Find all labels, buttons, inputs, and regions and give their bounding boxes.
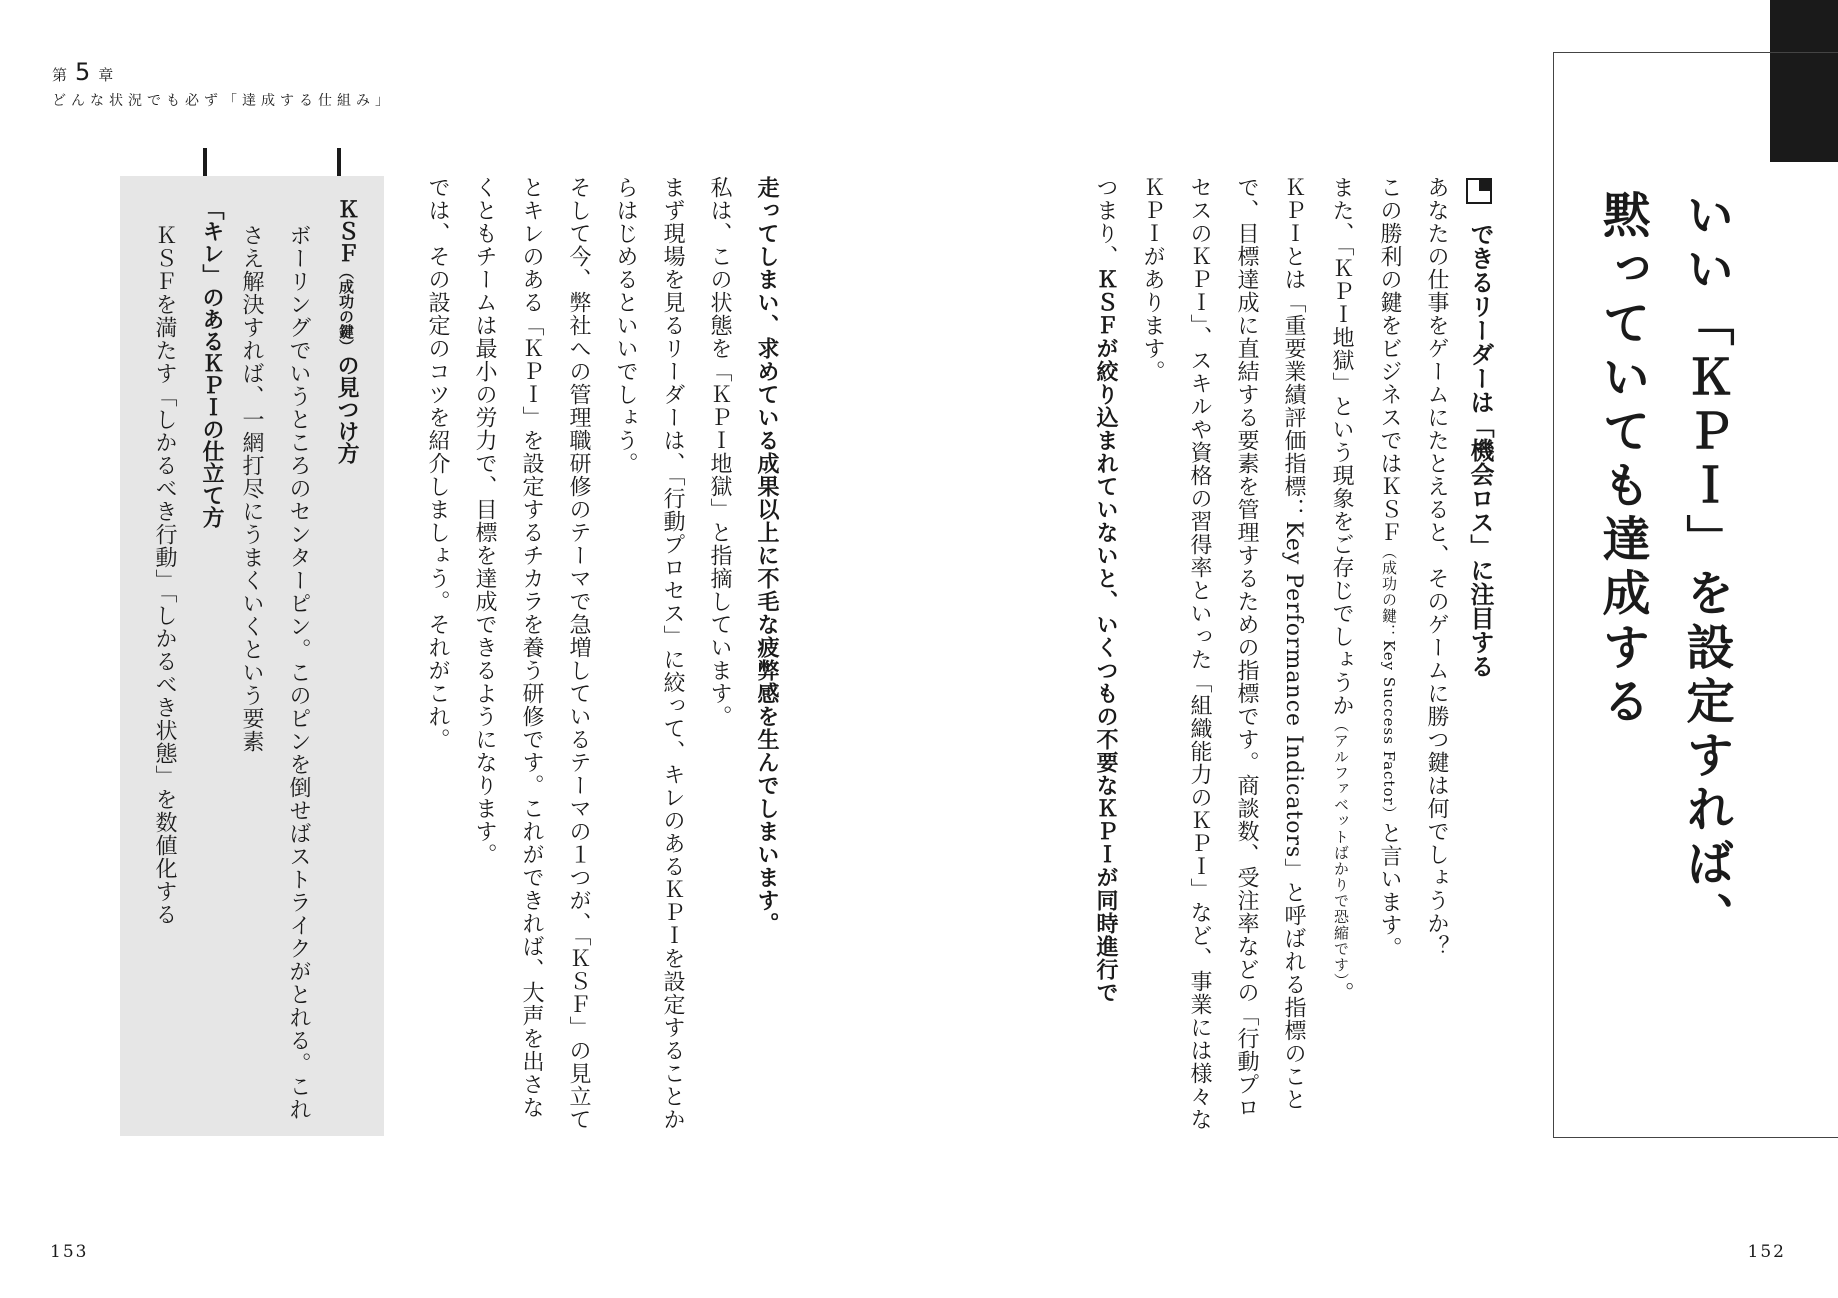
chapter-prefix: 第 [52, 66, 74, 84]
main-title [1580, 190, 1748, 1170]
main-title-line2: 黙っていても達成する [1594, 190, 1650, 730]
right-body-p4a: つまり、 [1093, 176, 1118, 268]
right-body-p1b [1365, 176, 1413, 1136]
main-title-line1: いい「ＫＰＩ」を設定すれば、 [1678, 190, 1734, 946]
left-body-p5: では、その設定のコツを紹介しましょう。それがこれ。 [425, 176, 450, 751]
box-heading-ksf-b: の見つけ方 [334, 354, 359, 464]
box-tick-2 [203, 148, 207, 176]
left-body-p3: まず現場を見るリーダーは、「行動プロセス」に絞って、キレのあるＫＰＩを設定することからはじめるといいでしょう。 [613, 176, 685, 1131]
left-body [414, 176, 790, 1136]
right-body-p1c: と言います。 [1377, 821, 1402, 960]
box-heading-ksf [322, 198, 370, 1098]
left-body-p1: 走ってしまい、求めている成果以上に不毛な疲弊感を生んでしまいます。 [754, 176, 779, 935]
page-number-right: 152 [1747, 1242, 1786, 1262]
left-body-p4: そして今、弊社への管理職研修のテーマで急増しているテーマの１つが、「ＫＳＦ」の見立てとキレのある「ＫＰＩ」を設定するチカラを養う研修です。これができれば、大声を出さなくともチームは最小の労力で、目標を達成できるようになります。 [472, 176, 591, 1131]
box-tick-1 [337, 148, 341, 176]
section-mark-icon [1466, 178, 1492, 204]
right-body-p1b-text: この勝利の鍵をビジネスではＫＳＦ [1377, 176, 1402, 544]
box-heading-ksf-note: （成功の鍵） [337, 264, 355, 354]
chapter-number [52, 58, 119, 86]
right-body-p3: ＫＰＩとは「重要業績評価指標：Key Performance Indicators」と呼ばれる指標のことで、目標達成に直結する要素を管理するための指標です。商談数、受注率などの「行動プロセスのＫＰＩ」、スキルや資格の習得率といった「組織能力のＫＰＩ」など、事業には様々なＫＰＩがあります。 [1140, 176, 1306, 1131]
right-body-p2b: 。 [1329, 981, 1354, 1005]
right-body-p4-bold: ＫＳＦが絞り込まれていないと、いくつもの不要なＫＰＩが同時進行で [1093, 268, 1118, 1004]
right-body-p1a: あなたの仕事をゲームにたとえると、そのゲームに勝つ鍵は何でしょうか？ [1424, 176, 1449, 958]
chapter-suffix: 章 [98, 66, 120, 84]
chapter-title: どんな状況でも必ず「達成する仕組み」 [52, 93, 394, 109]
chapter-number-value: 5 [75, 58, 97, 86]
section-heading: できるリーダーは「機会ロス」に注目する [1466, 222, 1494, 678]
box-heading-ksf-a: ＫＳＦ [334, 198, 359, 264]
box-text-kpi: ＫＳＦを満たす「しかるべき行動」「しかるべき状態」を数値化する [152, 224, 177, 926]
right-body-p1b-note: （成功の鍵：Key Success Factor） [1380, 544, 1398, 822]
right-body-p2 [1317, 176, 1365, 1136]
box-text-ksf: ボーリングでいうところのセンターピン。このピンを倒せばストライクがとれる。これさえ解決すれば、一網打尽にうまくいくという要素 [239, 224, 311, 1121]
section-mark [1466, 178, 1492, 204]
page-number-left: 153 [50, 1242, 89, 1262]
left-body-p2: 私は、この状態を「ＫＰＩ地獄」と指摘しています。 [707, 176, 732, 728]
box-heading-kpi: 「キレ」のあるＫＰＩの仕立て方 [199, 198, 224, 528]
right-body [1082, 176, 1460, 1136]
right-body-p2a: また、「ＫＰＩ地獄」という現象をご存じでしょうか [1329, 176, 1354, 717]
right-body-p4 [1082, 176, 1129, 1136]
right-body-p2-note: （アルファベットばかりで恐縮です） [1332, 717, 1350, 982]
